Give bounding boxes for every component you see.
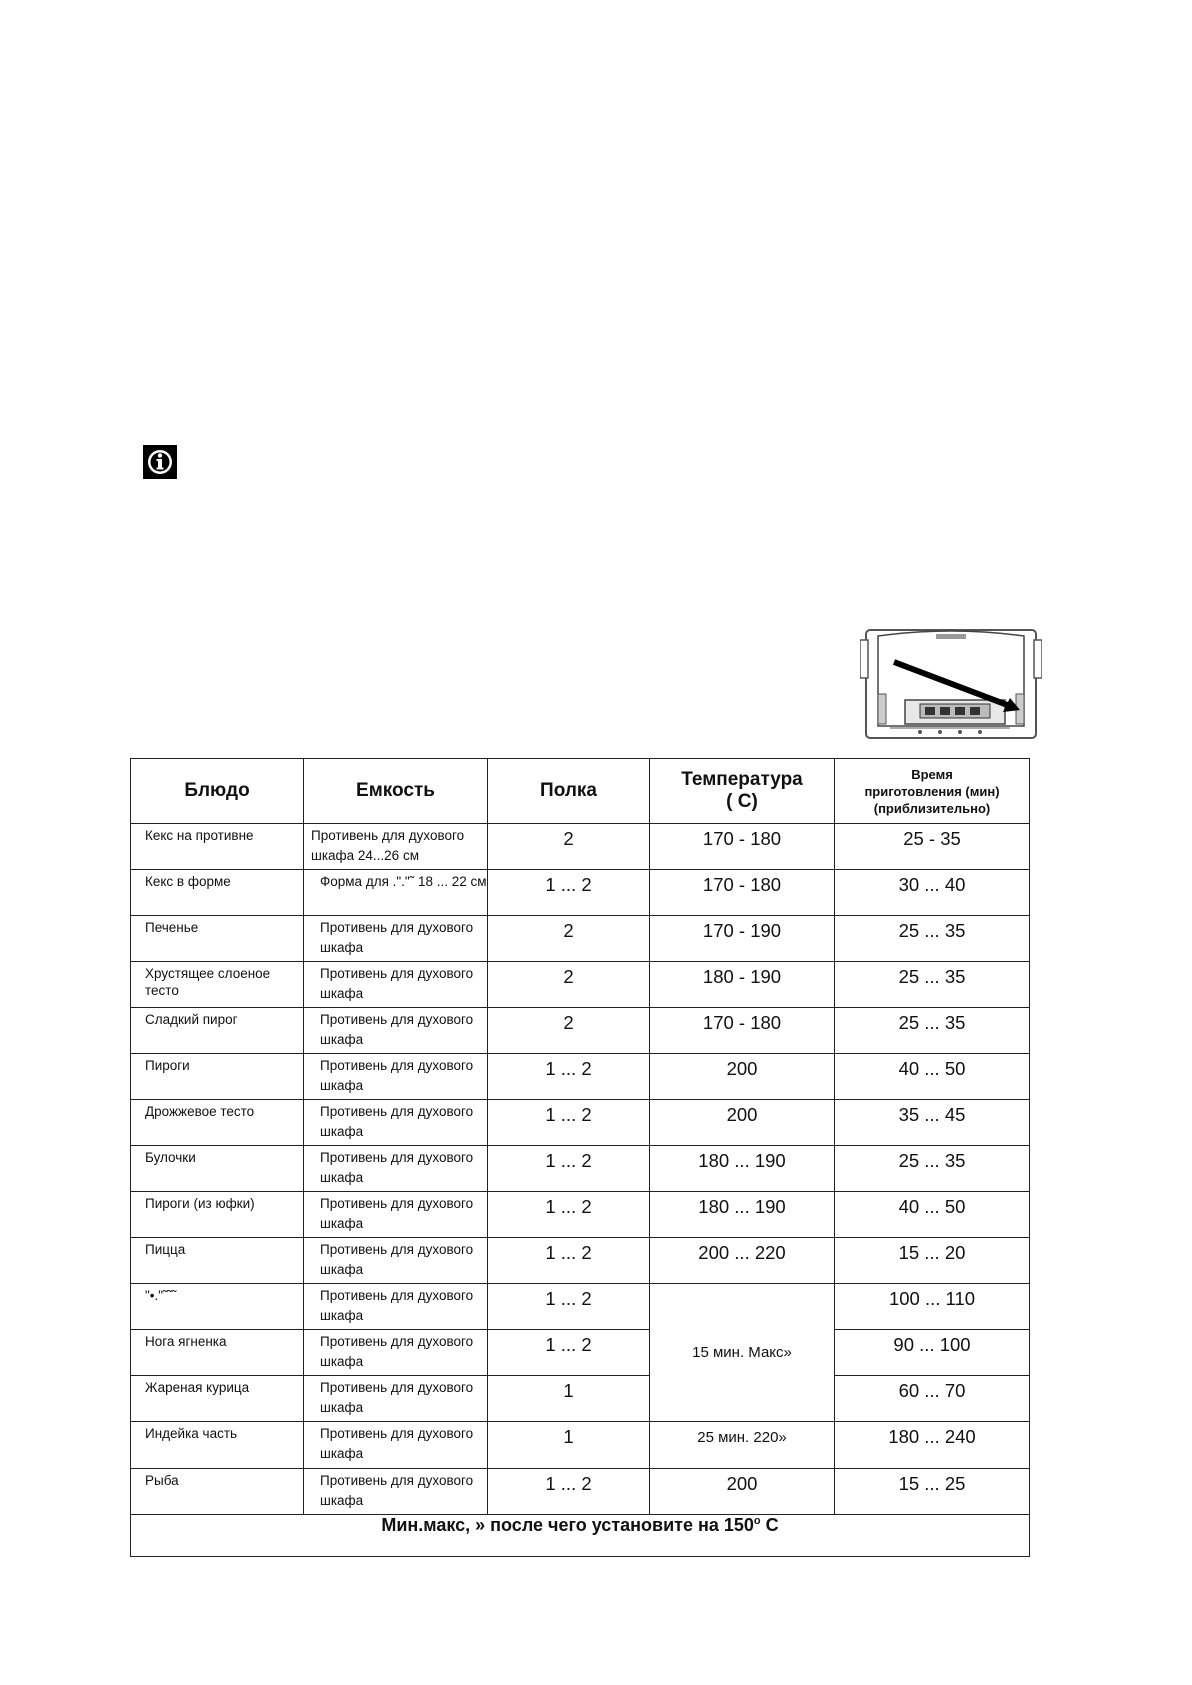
cell-shelf: 1 ... 2 [488,1054,650,1100]
cell-temperature: 200 [650,1054,835,1100]
footer-unit: C [760,1515,779,1535]
table-row [131,1284,1030,1330]
cell-time: 60 ... 70 [835,1376,1030,1422]
cell-shelf: 1 ... 2 [488,1330,650,1376]
cell-shelf: 1 ... 2 [488,870,650,916]
cell-shelf: 1 ... 2 [488,1284,650,1330]
header-time-line3: (приблизительно) [873,800,991,816]
cell-temperature: 170 - 180 [650,824,835,870]
cell-time: 35 ... 45 [835,1100,1030,1146]
cell-temperature: 25 мин. 220» [650,1422,835,1469]
cell-time: 15 ... 25 [835,1469,1030,1515]
cell-dish: Рыба [131,1469,304,1515]
cell-temperature: 200 [650,1469,835,1515]
cell-temperature: 200 [650,1100,835,1146]
table-row [131,1238,1030,1284]
cell-shelf: 1 ... 2 [488,1469,650,1515]
cooking-table [130,758,1030,1557]
cell-container: Противень для духового шкафа [304,1054,488,1100]
table-row [131,824,1030,870]
cell-time: 25 ... 35 [835,1008,1030,1054]
header-dish: Блюдо [131,759,304,824]
cell-dish: Жареная курица [131,1376,304,1422]
header-temperature-line2: ( C) [726,791,758,812]
cell-time: 25 ... 35 [835,916,1030,962]
table-row [131,1054,1030,1100]
cell-time: 25 - 35 [835,824,1030,870]
cell-container: Противень для духового шкафа [304,1238,488,1284]
cell-temperature: 180 ... 190 [650,1146,835,1192]
cell-dish: "•."˜˜˜ [131,1284,304,1330]
cell-dish: Пироги [131,1054,304,1100]
cell-container: Противень для духового шкафа [304,1100,488,1146]
cell-container: Противень для духового шкафа [304,916,488,962]
cell-temperature: 180 ... 190 [650,1192,835,1238]
cell-temperature: 170 - 180 [650,870,835,916]
cell-dish: Сладкий пирог [131,1008,304,1054]
cell-container: Противень для духового шкафа [304,1192,488,1238]
table-row [131,1146,1030,1192]
cell-shelf: 1 ... 2 [488,1192,650,1238]
table-footer-row [131,1515,1030,1557]
cell-dish: Индейка часть [131,1422,304,1469]
cell-temperature: 170 - 180 [650,1008,835,1054]
header-container: Емкость [304,759,488,824]
header-time-line1: Время [911,766,953,782]
cell-container: Противень для духового шкафа [304,1422,488,1469]
header-temperature [650,759,835,824]
cell-container: Форма для ."."˜ 18 ... 22 см [304,870,488,916]
cell-time: 30 ... 40 [835,870,1030,916]
cell-time: 180 ... 240 [835,1422,1030,1469]
cell-dish: Пицца [131,1238,304,1284]
cell-time: 40 ... 50 [835,1054,1030,1100]
cell-shelf: 1 ... 2 [488,1100,650,1146]
cell-shelf: 2 [488,1008,650,1054]
table-header-row [131,759,1030,824]
cell-temperature: 170 - 190 [650,916,835,962]
cell-time: 90 ... 100 [835,1330,1030,1376]
cell-shelf: 1 [488,1376,650,1422]
cell-dish: Кекс в форме [131,870,304,916]
footer-degree: o [753,1515,761,1527]
cell-shelf: 1 ... 2 [488,1238,650,1284]
cell-time: 25 ... 35 [835,1146,1030,1192]
cell-container: Противень для духового шкафа [304,1008,488,1054]
cell-shelf: 2 [488,916,650,962]
table-row [131,962,1030,1008]
cell-shelf: 1 [488,1422,650,1469]
cell-dish: Кекс на противне [131,824,304,870]
cell-temperature: 180 - 190 [650,962,835,1008]
table-row [131,1422,1030,1469]
cell-shelf: 1 ... 2 [488,1146,650,1192]
info-icon [143,445,177,479]
cell-temperature: 200 ... 220 [650,1238,835,1284]
cell-time: 40 ... 50 [835,1192,1030,1238]
cell-dish: Печенье [131,916,304,962]
table-row [131,1192,1030,1238]
cell-container: Противень для духового шкафа [304,962,488,1008]
table-row [131,870,1030,916]
table-footer-note [131,1515,1030,1557]
cell-shelf: 2 [488,962,650,1008]
cell-dish: Пироги (из юфки) [131,1192,304,1238]
cell-container: Противень для духового шкафа [304,1469,488,1515]
table-row [131,1469,1030,1515]
cell-dish: Нога ягненка [131,1330,304,1376]
cell-container: Противень для духового шкафа 24...26 см [304,824,488,870]
cell-time: 100 ... 110 [835,1284,1030,1330]
table-row [131,1008,1030,1054]
cell-temperature-merged: 15 мин. Макс» [650,1284,835,1422]
cell-dish: Хрустящее слоеное тесто [131,962,304,1008]
table-row [131,916,1030,962]
cell-time: 25 ... 35 [835,962,1030,1008]
table-row [131,1330,1030,1376]
table-row [131,1100,1030,1146]
header-temperature-line1: Температура [681,769,803,790]
cell-container: Противень для духового шкафа [304,1284,488,1330]
cell-container: Противень для духового шкафа [304,1330,488,1376]
table-row [131,1376,1030,1422]
header-shelf: Полка [488,759,650,824]
cell-shelf: 2 [488,824,650,870]
oven-illustration [860,628,1042,742]
header-time-line2: приготовления (мин) [864,783,1000,799]
cell-dish: Дрожжевое тесто [131,1100,304,1146]
cell-time: 15 ... 20 [835,1238,1030,1284]
footer-text: Мин.макс, » после чего установите на 150 [381,1515,754,1535]
cell-container: Противень для духового шкафа [304,1146,488,1192]
cell-dish: Булочки [131,1146,304,1192]
header-time [835,759,1030,824]
cell-container: Противень для духового шкафа [304,1376,488,1422]
